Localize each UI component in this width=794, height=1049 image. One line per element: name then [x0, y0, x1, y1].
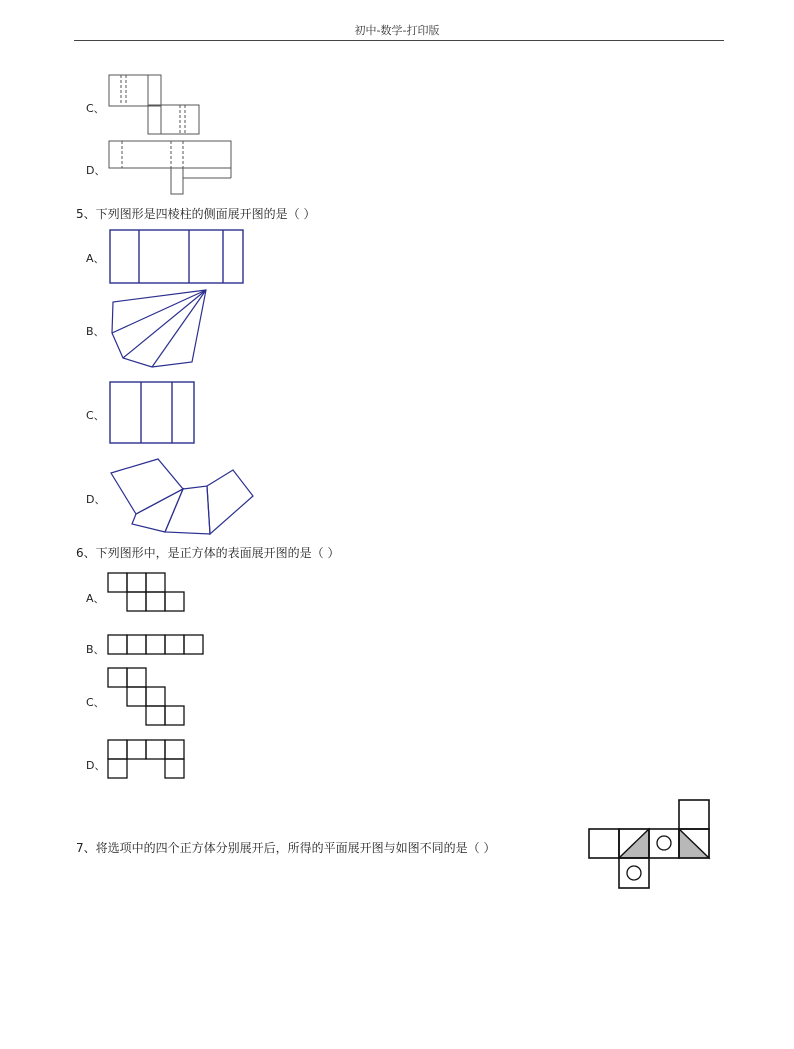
q6-option-d-label: D、 — [86, 759, 106, 772]
q6-option-b-label: B、 — [86, 643, 105, 656]
prev-option-d-figure — [108, 140, 234, 196]
prev-option-d-label: D、 — [86, 164, 106, 177]
question-7-text: 7、将选项中的四个正方体分别展开后，所得的平面展开图与如图不同的是（ ） — [76, 841, 496, 855]
q5-option-a-label: A、 — [86, 252, 105, 265]
question-6-text: 6、下列图形中，是正方体的表面展开图的是（ ） — [76, 546, 340, 560]
q5-option-b-label: B、 — [86, 325, 105, 338]
header-divider — [74, 40, 724, 41]
q5-option-a-figure — [108, 228, 246, 286]
question-5-text: 5、下列图形是四棱柱的侧面展开图的是（ ） — [76, 207, 316, 221]
q5-option-d-figure — [108, 456, 258, 538]
prev-option-c-label: C、 — [86, 102, 105, 115]
q6-option-a-figure — [107, 572, 189, 614]
q7-cube-net-figure — [587, 798, 713, 892]
q6-option-c-figure — [107, 667, 189, 729]
prev-option-c-figure — [108, 74, 208, 136]
q6-option-c-label: C、 — [86, 696, 105, 709]
q6-option-a-label: A、 — [86, 592, 105, 605]
page-header-title: 初中-数学-打印版 — [354, 24, 440, 37]
q5-option-c-figure — [108, 380, 198, 446]
q5-option-c-label: C、 — [86, 409, 105, 422]
q5-option-b-figure — [108, 286, 212, 372]
q6-option-b-figure — [107, 634, 207, 656]
q5-option-d-label: D、 — [86, 493, 106, 506]
q6-option-d-figure — [107, 739, 189, 781]
